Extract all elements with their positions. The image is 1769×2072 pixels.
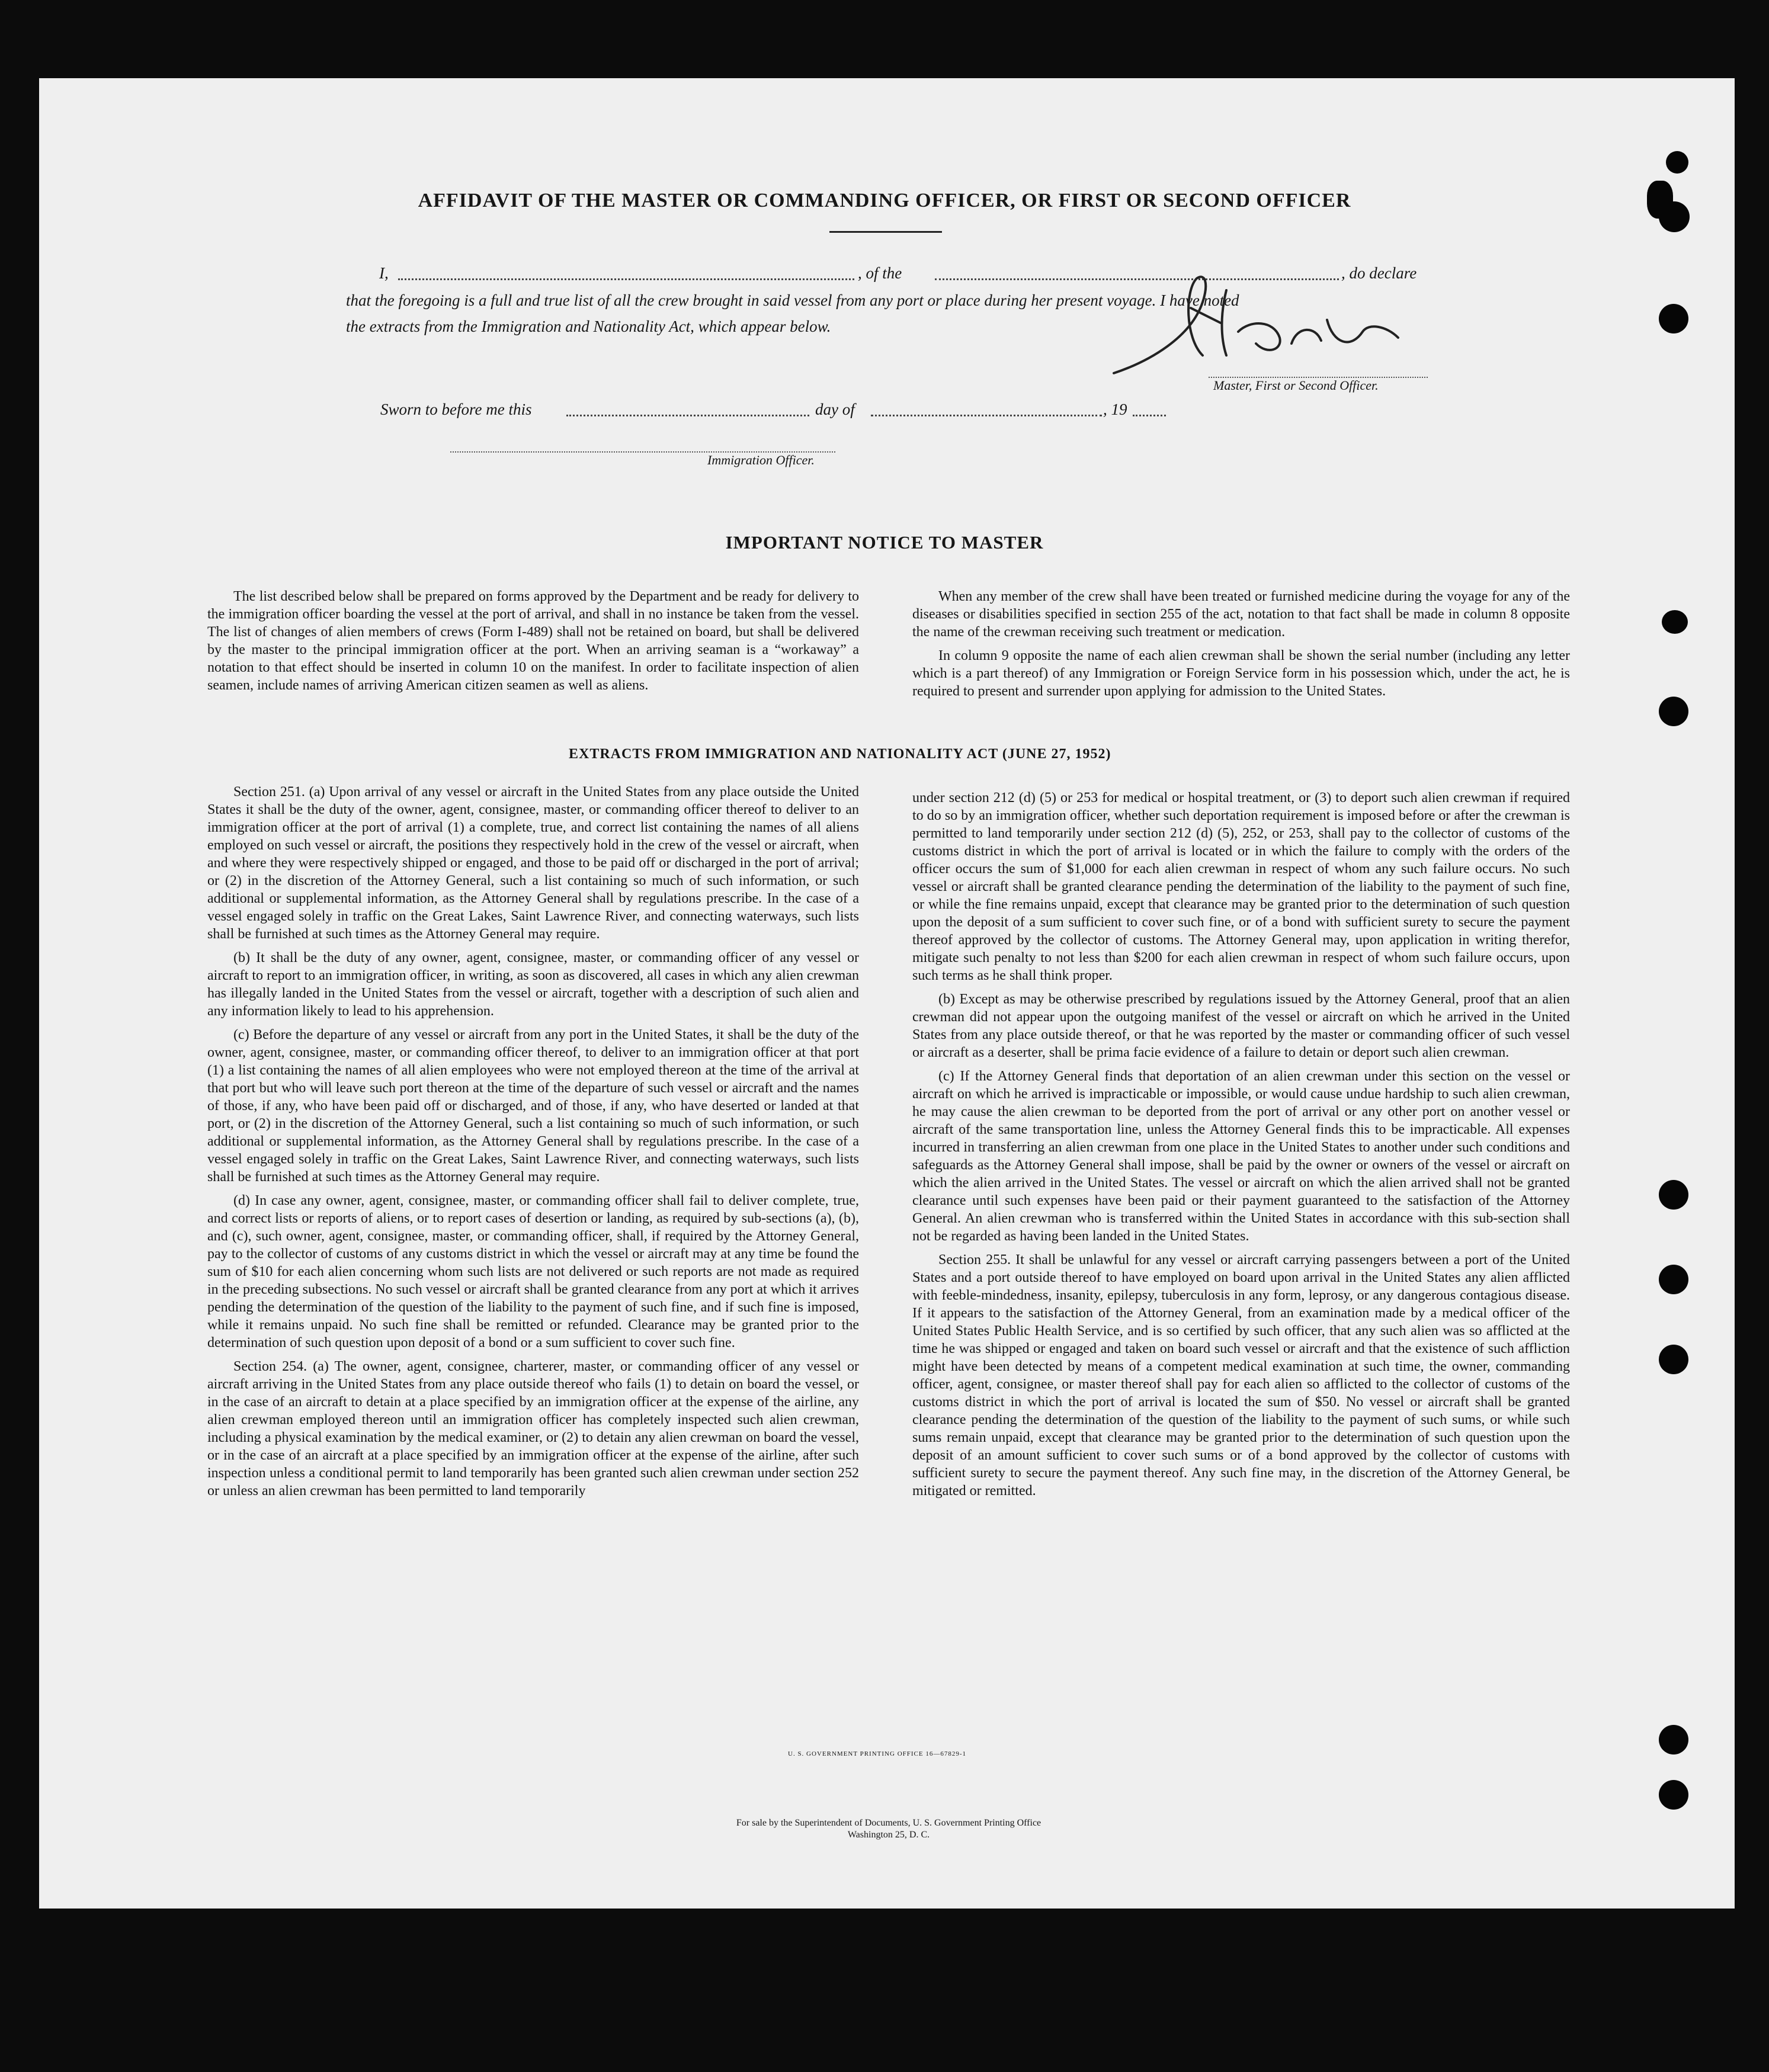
extract-paragraph: Section 255. It shall be unlawful for any vessel or aircraft carrying passengers between a port of the United States and a port outside thereof to have employed on board upon arrival in the United States any alien afflicted with feeble-mindedness, insanity, epilepsy, tuberculosis in any form, leprosy, or any dangerous contagious disease. If it appears to the satisfaction of the Attorney General, from an examination made by a medical officer of the United States Public Health Service, and is so certified by such officer, that any such alien was so afflicted at the time he was shipped or engaged and taken on board such vessel or aircraft and that the existence of such affliction might have been detected by means of a competent medical examination at such time, the owner, commanding officer, agent, consignee, or master thereof shall pay for each alien so afflicted to the collector of customs of the customs district in which the port of arrival is located the sum of $50. No vessel or aircraft shall be granted clearance pending the determination of the question of the liability to the payment of such sums, or while such sums remain unpaid, except that clearance may be granted prior to the determination of such question upon the deposit of an amount sufficient to cover such sums or of a bond approved by the collector of customs with sufficient surety to secure the payment thereof. Any such fine may, in the discretion of the Attorney General, be mitigated or remitted. (912, 1252, 1570, 1499)
i-label: I, (379, 264, 389, 282)
sworn-day-field[interactable] (566, 415, 809, 416)
gpo-imprint: U. S. GOVERNMENT PRINTING OFFICE 16—67829-1 (788, 1750, 967, 1757)
extract-paragraph: (c) If the Attorney General finds that deportation of an alien crewman under this section on the vessel or aircraft on which he arrived is impracticable or impossible, or would cause undue hardship to such alien crewman, he may cause the alien crewman to be deported from the port of arrival or any other port on another vessel or aircraft of the same transportation line, unless the Attorney General finds this to be impracticable. All expenses incurred in transferring an alien crewman from one place in the United States to another under such conditions and safeguards as the Attorney General shall impose, shall be paid by the owner or owners of the vessel or aircraft on which the alien arrived in the United States. The vessel or aircraft on which the alien arrived shall not be granted clearance until such expenses have been paid or their payment guaranteed to the satisfaction of the Attorney General. An alien crewman who is transferred within the United States in accordance with this sub-section shall not be regarded as having been landed in the United States. (912, 1069, 1570, 1244)
do-declare-label: , do declare (1341, 264, 1417, 282)
sworn-year-field[interactable] (1133, 415, 1166, 416)
notice-right-column (912, 588, 1570, 706)
sale-notice (592, 1817, 1185, 1841)
sale-line-2: Washington 25, D. C. (847, 1830, 930, 1840)
officer-caption: Immigration Officer. (707, 453, 815, 467)
binder-hole (1659, 304, 1688, 333)
sale-line-1: For sale by the Superintendent of Documents, U. S. Government Printing Office (736, 1818, 1041, 1828)
name-field[interactable] (398, 278, 854, 280)
binder-hole (1659, 1265, 1688, 1294)
extract-paragraph: under section 212 (d) (5) or 253 for medical or hospital treatment, or (3) to deport such alien crewman if required to do so by an immigration officer, whether such deportation requirement is imposed before or after the crewman is permitted to land temporarily under section 212 (d) (5), 252, or 253, shall pay to the collector of customs of the customs district in which the port of arrival is located or in which the failure to comply with the orders of the officer occurs the sum of $1,000 for each alien crewman in respect of whom any such failure occurs. No such vessel or aircraft shall be granted clearance pending the determination of the liability to the payment of such fine, or while the fine remains unpaid, except that clearance may be granted prior to the determination of such question upon the deposit of a sum sufficient to cover such fine, or of a bond with sufficient surety to secure the payment thereof approved by the collector of customs. The Attorney General may, upon application in writing therefor, mitigate such penalty to not less than $200 for each alien crewman in respect of whom such failure occurs, upon such terms as he shall think proper. (912, 790, 1570, 983)
signature-caption: Master, First or Second Officer. (1213, 378, 1379, 393)
extract-paragraph: (b) Except as may be otherwise prescribed by regulations issued by the Attorney General, proof that an alien crewman did not appear upon the outgoing manifest of the vessel or aircraft on which he arrived in the United States from any place outside thereof, or that he was reported by the master or commanding officer of such vessel or aircraft as a deserter, shall be prima facie evidence of a failure to detain or deport such alien crewman. (912, 992, 1570, 1060)
extract-paragraph: (b) It shall be the duty of any owner, agent, consignee, master, or commanding officer of any vessel or aircraft to report to an immigration officer, in writing, as soon as discovered, all cases in which any alien crewman has illegally landed in the United States from the vessel or aircraft, together with a description of such alien and any information likely to lead to his apprehension. (207, 950, 859, 1019)
extract-paragraph: Section 251. (a) Upon arrival of any vessel or aircraft in the United States from any place outside the United States it shall be the duty of the owner, agent, consignee, master, or commanding officer thereof to deliver to an immigration officer at the port of arrival (1) a complete, true, and correct list containing the names of all aliens employed on such vessel or aircraft, the positions they respectively hold in the crew of the vessel or aircraft, when and where they were respectively shipped or engaged, and those to be paid off or discharged in the port of arrival; or (2) in the discretion of the Attorney General, such a list containing so much of such information, or such additional or supplemental information, as the Attorney General shall by regulations prescribe. In the case of a vessel engaged solely in traffic on the Great Lakes, Saint Lawrence River, and connecting waterways, such lists shall be furnished at such times as the Attorney General may require. (207, 784, 859, 942)
extracts-left-column (207, 783, 859, 1506)
extracts-title: EXTRACTS FROM IMMIGRATION AND NATIONALITY ACT (JUNE 27, 1952) (569, 746, 1111, 762)
title-rule (829, 231, 942, 233)
extract-paragraph: (d) In case any owner, agent, consignee, master, or commanding officer shall fail to deliver complete, true, and correct lists or reports of aliens, or to report cases of desertion or landing, as required by sub-sections (a), (b), and (c), such owner, agent, consignee, master, or commanding officer, shall, if required by the Attorney General, pay to the collector of customs of any customs district in which the vessel or aircraft may at any time be found the sum of $10 for each alien concerning whom such lists are not delivered or such reports are not made as required in the preceding subsections. No such vessel or aircraft shall be granted clearance from any port at which it arrives pending the determination of the question of the liability to the payment of such fine, and if such fine is imposed, while it remains unpaid. No such fine shall be remitted or refunded. Clearance may be granted prior to the determination of such question upon deposit of a bond or a sum sufficient to cover such fine. (207, 1193, 859, 1351)
extract-paragraph: (c) Before the departure of any vessel or aircraft from any port in the United States, it shall be the duty of the owner, agent, consignee, master, or commanding officer thereof, to deliver to an immigration officer at that port (1) a list containing the names of all alien employees who were not employed thereon at the time of the arrival at that port but who will leave such port thereon at the time of the departure of such vessel or aircraft and the names of those, if any, who have been paid off or discharged, and of those, if any, who have deserted or landed at that port, or (2) in the discretion of the Attorney General, such a list containing so much of such information, or such additional or supplemental information, as the Attorney General shall by regulations prescribe. In the case of a vessel engaged solely in traffic on the Great Lakes, Saint Lawrence River, and connecting waterways, such lists shall be furnished at such times as the Attorney General may require. (207, 1027, 859, 1185)
year-label: , 19 (1103, 400, 1127, 418)
sworn-month-field[interactable] (871, 415, 1102, 416)
binder-hole (1659, 1180, 1688, 1210)
day-of-label: day of (815, 400, 855, 418)
notice-paragraph: When any member of the crew shall have been treated or furnished medicine during the voyage for any of the diseases or disabilities specified in section 255 of the act, notation to that fact shall be made in column 8 opposite the name of the crewman receiving such treatment or medication. (912, 589, 1570, 640)
notice-left-column (207, 588, 859, 700)
notice-paragraph: The list described below shall be prepared on forms approved by the Department and be ready for delivery to the immigration officer boarding the vessel at the port of arrival, and shall in no instance be taken from the vessel. The list of changes of alien members of crews (Form I-489) shall not be retained on board, but shall be delivered by the master to the principal immigration officer at the port. When an arriving seaman is a “workaway” a notation to that effect should be inserted in column 10 on the manifest. In order to facilitate inspection of alien seamen, include names of arriving American citizen seamen as well as aliens. (207, 589, 859, 693)
binder-hole (1659, 1780, 1688, 1810)
notice-title: IMPORTANT NOTICE TO MASTER (725, 532, 1044, 553)
of-the-label: , of the (858, 264, 902, 282)
extracts-right-column (912, 789, 1570, 1506)
affidavit-line-2: that the foregoing is a full and true list of all the crew brought in said vessel from any port or place during her present voyage. I have noted (346, 291, 1239, 309)
binder-hole (1659, 697, 1688, 726)
notice-paragraph: In column 9 opposite the name of each alien crewman shall be shown the serial number (including any letter which is a part thereof) of any Immigration or Foreign Service form in his possession which, under the act, he is required to present and surrender upon applying for admission to the United States. (912, 648, 1570, 699)
sworn-label: Sworn to before me this (380, 400, 532, 418)
binder-hole (1662, 610, 1688, 634)
affidavit-line-3: the extracts from the Immigration and Nationality Act, which appear below. (346, 317, 831, 335)
master-signature (1102, 267, 1410, 385)
binder-hole (1659, 1345, 1688, 1374)
affidavit-title: AFFIDAVIT OF THE MASTER OR COMMANDING OFFICER, OR FIRST OR SECOND OFFICER (418, 190, 1351, 211)
extract-paragraph: Section 254. (a) The owner, agent, consignee, charterer, master, or commanding officer of any vessel or aircraft arriving in the United States from any place outside thereof who fails (1) to detain on board the vessel, or in the case of an aircraft to detain at a place specified by an immigration officer at the expense of the airline, any alien crewman employed thereon until an immigration officer has completely inspected such alien crewman, including a physical examination by the medical examiner, or (2) to detain any alien crewman on board the vessel, or in the case of an aircraft at a place specified by an immigration officer at the expense of the airline, after such inspection unless a conditional permit to land temporarily has been granted such alien crewman under section 252 or unless an alien crewman has been permitted to land temporarily (207, 1359, 859, 1499)
bleed-through-text (1422, 153, 1694, 177)
binder-hole (1659, 1725, 1688, 1755)
